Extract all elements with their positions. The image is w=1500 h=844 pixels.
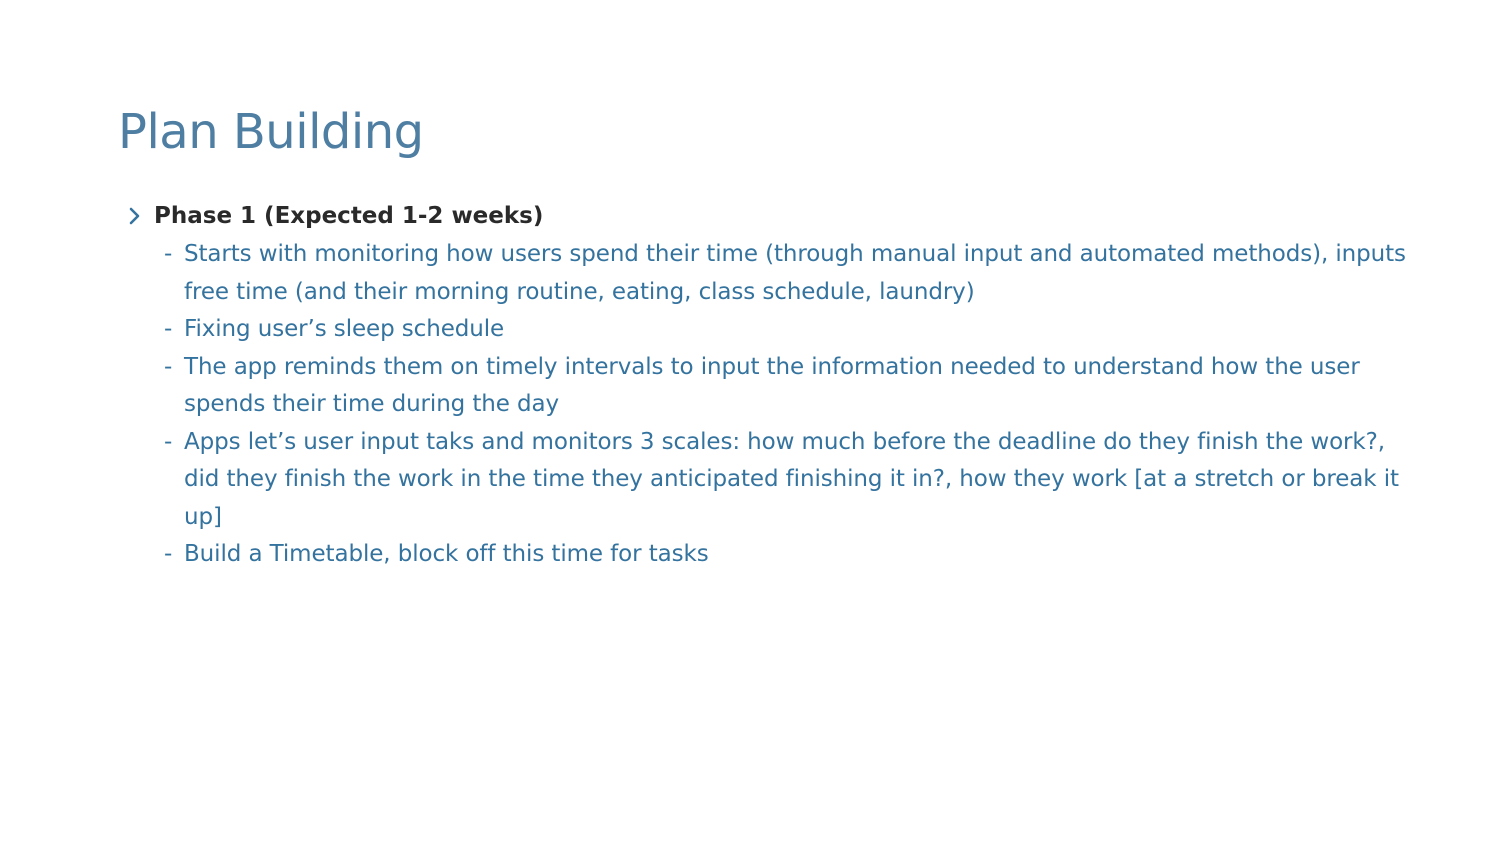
bullet-list	[128, 236, 1418, 574]
bullet-marker: -	[164, 316, 173, 342]
bullet-marker: -	[164, 241, 173, 267]
list-item-text: Starts with monitoring how users spend their time (through manual input and automated methods), inputs free time (and their morning routine, eating, class schedule, laundry)	[184, 241, 1406, 305]
bullet-marker: -	[164, 428, 173, 455]
list-item-text: The app reminds them on timely intervals to input the information needed to understand how the user spends their time during the day	[184, 353, 1360, 417]
phase-section	[128, 198, 1418, 574]
list-item	[164, 536, 1418, 574]
list-item-text: Fixing user’s sleep schedule	[184, 316, 505, 342]
chevron-right-icon	[128, 207, 154, 225]
slide-title: Plan Building	[118, 104, 424, 160]
phase-heading	[128, 198, 1418, 234]
bullet-marker: -	[164, 353, 173, 380]
list-item	[164, 349, 1418, 424]
bullet-marker: -	[164, 541, 173, 567]
list-item	[164, 311, 1418, 349]
list-item-text: Build a Timetable, block off this time for tasks	[184, 541, 709, 567]
list-item-text: Apps let’s user input taks and monitors 3 scales: how much before the deadline do they finish the work?, did they finish the work in the time they anticipated finishing it in?, how they work [at a stretch or break it up]	[184, 428, 1399, 530]
list-item	[164, 236, 1418, 311]
phase-label: Phase 1 (Expected 1-2 weeks)	[154, 203, 544, 229]
list-item	[164, 424, 1418, 537]
